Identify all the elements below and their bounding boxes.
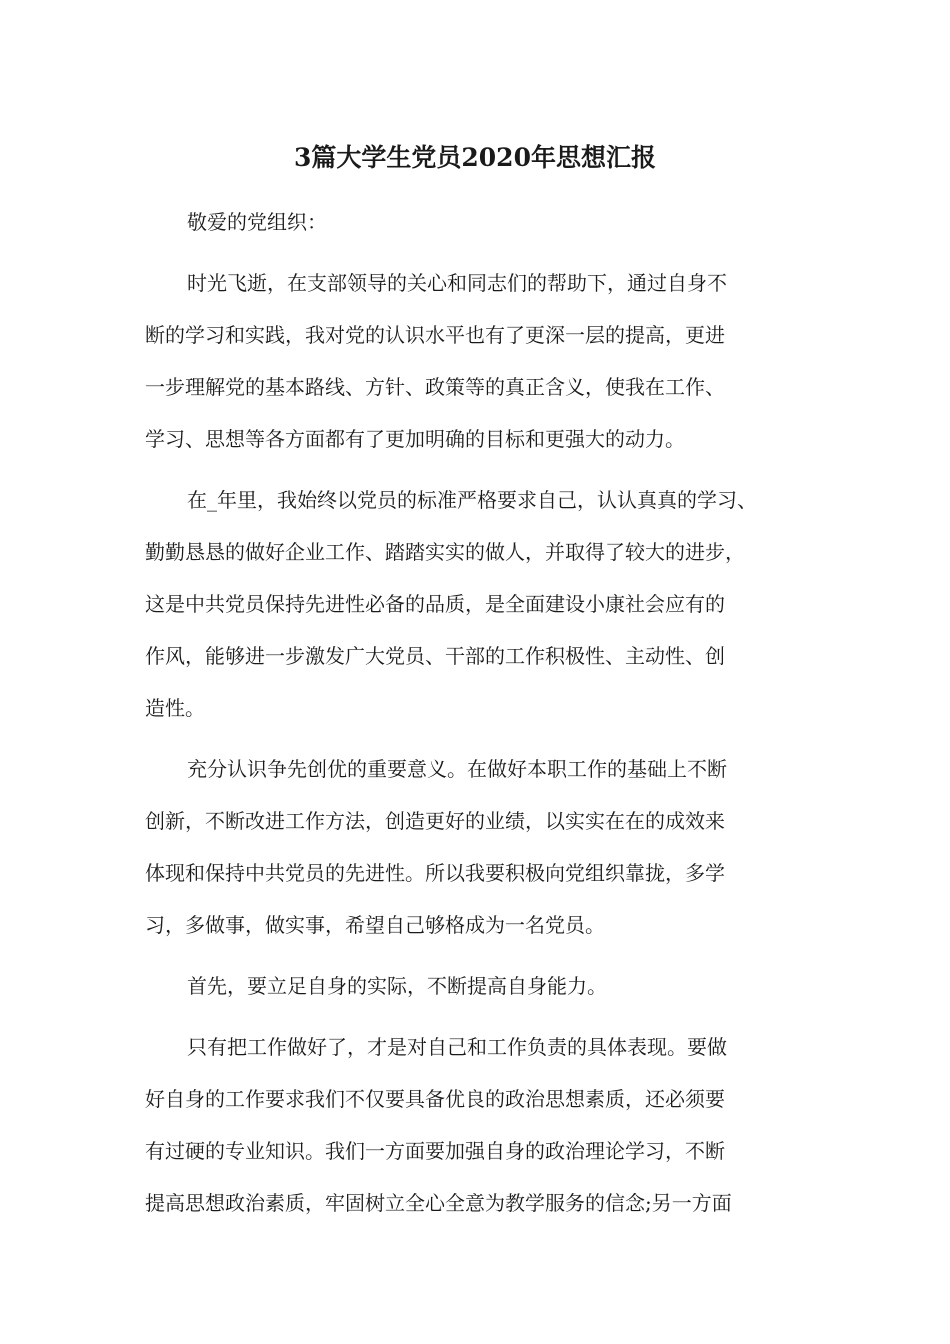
text-line: 学习、思想等各方面都有了更加明确的目标和更强大的动力。 bbox=[145, 427, 685, 451]
text-line: 勤勤恳恳的做好企业工作、踏踏实实的做人，并取得了较大的进步， bbox=[145, 540, 745, 564]
text-line: 这是中共党员保持先进性必备的品质，是全面建设小康社会应有的 bbox=[145, 592, 725, 616]
text-line: 在_年里，我始终以党员的标准严格要求自己，认认真真的学习、 bbox=[187, 488, 757, 512]
text-line: 作风，能够进一步激发广大党员、干部的工作积极性、主动性、创 bbox=[145, 644, 725, 668]
paragraph-3 bbox=[145, 743, 825, 951]
text-line: 体现和保持中共党员的先进性。所以我要积极向党组织靠拢，多学 bbox=[145, 861, 725, 885]
text-line: 一步理解党的基本路线、方针、政策等的真正含义，使我在工作、 bbox=[145, 375, 725, 399]
text-line: 断的学习和实践，我对党的认识水平也有了更深一层的提高，更进 bbox=[145, 323, 725, 347]
salutation bbox=[145, 196, 825, 248]
text-line: 充分认识争先创优的重要意义。在做好本职工作的基础上不断 bbox=[187, 757, 727, 781]
document-title: 3篇大学生党员2020年思想汇报 bbox=[294, 143, 656, 172]
text-line: 好自身的工作要求我们不仅要具备优良的政治思想素质，还必须要 bbox=[145, 1087, 725, 1111]
paragraph-5 bbox=[145, 1021, 825, 1229]
paragraph-1 bbox=[145, 257, 825, 465]
document-body bbox=[145, 196, 825, 1238]
text-line: 有过硬的专业知识。我们一方面要加强自身的政治理论学习，不断 bbox=[145, 1139, 725, 1163]
paragraph-4 bbox=[145, 960, 825, 1012]
text-line: 时光飞逝，在支部领导的关心和同志们的帮助下，通过自身不 bbox=[187, 271, 727, 295]
salutation-line: 敬爱的党组织： bbox=[187, 210, 327, 234]
text-line: 只有把工作做好了，才是对自己和工作负责的具体表现。要做 bbox=[187, 1035, 727, 1059]
paragraph-2 bbox=[145, 474, 825, 734]
text-line: 习，多做事，做实事，希望自己够格成为一名党员。 bbox=[145, 913, 605, 937]
text-line: 提高思想政治素质，牢固树立全心全意为教学服务的信念;另一方面 bbox=[145, 1191, 732, 1215]
text-line: 首先，要立足自身的实际，不断提高自身能力。 bbox=[187, 974, 607, 998]
text-line: 造性。 bbox=[145, 696, 205, 720]
text-line: 创新，不断改进工作方法，创造更好的业绩，以实实在在的成效来 bbox=[145, 809, 725, 833]
